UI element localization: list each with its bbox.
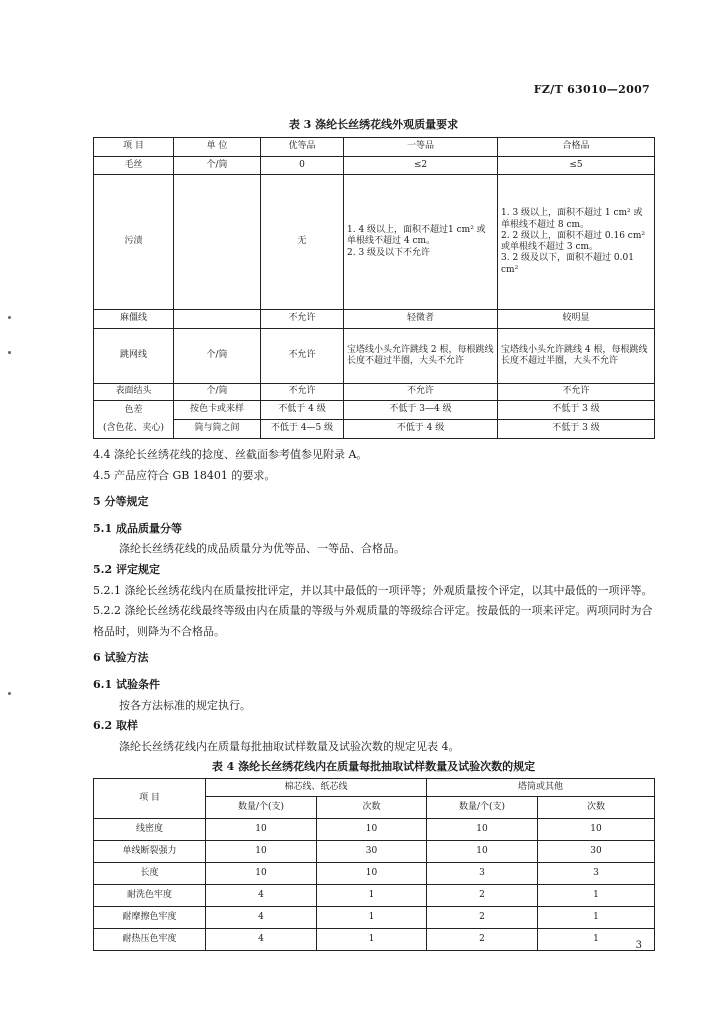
heading-5-1: 5.1 成品质量分等 <box>93 521 182 535</box>
row-qualified: 不允许 <box>498 384 655 401</box>
row-times-a: 1 <box>317 885 427 907</box>
clause-4-4: 4.4 涤纶长丝绣花线的捻度、丝截面参考值参见附录 A。 <box>93 448 368 461</box>
row-first: 不低于 4 级 <box>344 420 498 439</box>
row-count-b: 3 <box>427 863 538 885</box>
heading-5: 5 分等规定 <box>93 495 149 509</box>
standard-code: FZ/T 63010—2007 <box>533 83 650 96</box>
table-row <box>94 885 655 907</box>
row-item: 耐热压色牢度 <box>94 929 206 951</box>
table-row <box>94 329 655 384</box>
row-times-b: 10 <box>538 819 655 841</box>
row-times-a: 1 <box>317 929 427 951</box>
row-times-b: 1 <box>538 907 655 929</box>
page-number: 3 <box>635 940 642 951</box>
row-item: 表面结头 <box>94 384 174 401</box>
row-first: 宝塔线小头允许跳线 2 根，每根跳线长度不超过半圈，大头不允许 <box>344 329 498 384</box>
row-times-b: 1 <box>538 885 655 907</box>
clause-5-1-text: 涤纶长丝绣花线的成品质量分为优等品、一等品、合格品。 <box>119 542 405 556</box>
row-times-a: 1 <box>317 907 427 929</box>
row-item: 线密度 <box>94 819 206 841</box>
row-unit: 筒与筒之间 <box>174 420 261 439</box>
row-premium: 不低于 4—5 级 <box>261 420 344 439</box>
table-row <box>94 907 655 929</box>
clause-5-2-1: 5.2.1 涤纶长丝绣花线内在质量按批评定，并以其中最低的一项评等；外观质量按个评定，以其中最低的一项评等。 <box>93 583 653 597</box>
heading-6-2: 6.2 取样 <box>93 719 138 733</box>
row-first <box>344 175 498 310</box>
stain-first-rule-1: 1. 4 级以上，面积不超过1 cm² 或单根线不超过 4 cm。 <box>347 225 486 247</box>
row-count-a: 10 <box>206 863 317 885</box>
body-text <box>93 445 658 757</box>
table4-header-item: 项 目 <box>94 779 206 819</box>
row-qualified: ≤5 <box>498 157 655 175</box>
row-count-b: 2 <box>427 929 538 951</box>
row-item: 耐洗色牢度 <box>94 885 206 907</box>
table3-header-row <box>94 138 655 157</box>
stain-qualified-rule-3: 3. 2 级及以下，面积不超过 0.01 cm² <box>501 253 634 275</box>
row-unit <box>174 310 261 329</box>
table4-header-count-b: 数量/个(支) <box>427 797 538 819</box>
table4 <box>93 778 655 951</box>
clause-5-2-2: 5.2.2 涤纶长丝绣花线最终等级由内在质量的等级与外观质量的等级综合评定。按最低的一项来评定。两项同时为合格品时，则降为不合格品。 <box>93 604 653 638</box>
row-first: 不允许 <box>344 384 498 401</box>
row-count-b: 2 <box>427 885 538 907</box>
row-item: 麻僵线 <box>94 310 174 329</box>
table-row <box>94 929 655 951</box>
row-qualified <box>498 175 655 310</box>
row-count-a: 10 <box>206 819 317 841</box>
clause-4-5: 4.5 产品应符合 GB 18401 的要求。 <box>93 468 276 482</box>
row-item: 毛丝 <box>94 157 174 175</box>
row-qualified: 宝塔线小头允许跳线 4 根，每根跳线长度不超过半圈，大头不允许 <box>498 329 655 384</box>
stain-first-rule-2: 2. 3 级及以下不允许 <box>347 247 431 258</box>
row-premium: 不低于 4 级 <box>261 401 344 420</box>
row-count-a: 10 <box>206 841 317 863</box>
table3 <box>93 137 655 439</box>
row-premium: 无 <box>261 175 344 310</box>
table-row <box>94 819 655 841</box>
row-premium: 不允许 <box>261 329 344 384</box>
table4-header-row <box>94 779 655 797</box>
clause-6-1-text: 按各方法标准的规定执行。 <box>119 698 251 712</box>
table-row <box>94 841 655 863</box>
table4-header-times-a: 次数 <box>317 797 427 819</box>
row-times-b: 3 <box>538 863 655 885</box>
heading-5-2: 5.2 评定规定 <box>93 562 160 576</box>
row-count-a: 4 <box>206 885 317 907</box>
scan-mark <box>8 692 11 695</box>
scan-mark <box>8 316 11 319</box>
table-row <box>94 401 655 420</box>
row-count-a: 4 <box>206 907 317 929</box>
stain-qualified-rule-2: 2. 2 级以上，面积不超过 0.16 cm² 或单根线不超过 3 cm。 <box>501 230 645 252</box>
row-count-a: 4 <box>206 929 317 951</box>
row-count-b: 10 <box>427 841 538 863</box>
row-times-b: 1 <box>538 929 655 951</box>
row-unit <box>174 175 261 310</box>
row-premium: 不允许 <box>261 384 344 401</box>
table-row <box>94 157 655 175</box>
row-premium: 不允许 <box>261 310 344 329</box>
row-item: 耐摩擦色牢度 <box>94 907 206 929</box>
table-row <box>94 175 655 310</box>
row-first: 不低于 3—4 级 <box>344 401 498 420</box>
row-times-a: 10 <box>317 863 427 885</box>
row-qualified: 不低于 3 级 <box>498 401 655 420</box>
row-unit: 个/筒 <box>174 329 261 384</box>
row-unit: 个/筒 <box>174 384 261 401</box>
table4-caption: 表 4 涤纶长丝绣花线内在质量每批抽取试样数量及试验次数的规定 <box>211 760 536 773</box>
table3-caption: 表 3 涤纶长丝绣花线外观质量要求 <box>288 118 459 131</box>
heading-6: 6 试验方法 <box>93 651 149 665</box>
scan-mark <box>8 351 11 354</box>
row-item: 污渍 <box>94 175 174 310</box>
table4-header-count-a: 数量/个(支) <box>206 797 317 819</box>
clause-6-2-text: 涤纶长丝绣花线内在质量每批抽取试样数量及试验次数的规定见表 4。 <box>119 739 460 753</box>
row-item: 单线断裂强力 <box>94 841 206 863</box>
heading-6-1: 6.1 试验条件 <box>93 677 160 691</box>
table4-header-group-a: 棉芯线、纸芯线 <box>206 779 427 797</box>
table-row <box>94 420 655 439</box>
table-row <box>94 310 655 329</box>
row-unit: 个/筒 <box>174 157 261 175</box>
row-item: (含色花、夹心) <box>94 420 174 439</box>
table3-header-unit: 单 位 <box>174 138 261 157</box>
table3-header-first: 一等品 <box>344 138 498 157</box>
table-row <box>94 384 655 401</box>
row-count-b: 2 <box>427 907 538 929</box>
row-count-b: 10 <box>427 819 538 841</box>
row-premium: 0 <box>261 157 344 175</box>
row-item: 跳网线 <box>94 329 174 384</box>
table3-header-item: 项 目 <box>94 138 174 157</box>
table3-header-premium: 优等品 <box>261 138 344 157</box>
table3-header-qualified: 合格品 <box>498 138 655 157</box>
row-first: ≤2 <box>344 157 498 175</box>
row-unit: 按色卡或来样 <box>174 401 261 420</box>
row-item: 色差 <box>94 401 174 420</box>
row-qualified: 较明显 <box>498 310 655 329</box>
row-item: 长度 <box>94 863 206 885</box>
table-row <box>94 863 655 885</box>
table4-header-group-b: 塔筒或其他 <box>427 779 655 797</box>
row-times-a: 10 <box>317 819 427 841</box>
row-times-a: 30 <box>317 841 427 863</box>
row-times-b: 30 <box>538 841 655 863</box>
table4-header-times-b: 次数 <box>538 797 655 819</box>
row-qualified: 不低于 3 级 <box>498 420 655 439</box>
row-first: 轻微者 <box>344 310 498 329</box>
stain-qualified-rule-1: 1. 3 级以上，面积不超过 1 cm² 或单根线不超过 8 cm。 <box>501 208 643 230</box>
